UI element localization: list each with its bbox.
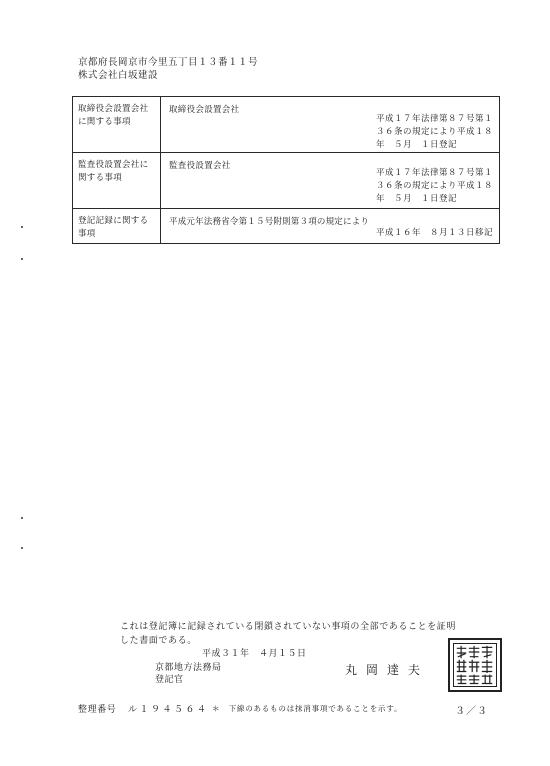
row-label-line: 取締役会設置会社 [78,104,149,114]
row-content-cell [161,153,500,209]
row-label-line: 関する事項 [78,173,123,183]
row-label-cell [73,209,161,244]
page-number: ３／３ [455,706,488,717]
margin-mark [21,547,23,549]
row-remark [376,113,493,152]
margin-mark [21,258,23,260]
row-label-line: に関する事項 [78,117,131,127]
row-label-line: 登記記録に関する [78,216,149,226]
table-row [73,153,500,209]
seal-glyphs [450,640,500,690]
row-label-cell [73,97,161,153]
certification-text: した書面である。 [120,636,197,646]
row-content: 監査役設置会社 [169,161,231,171]
reference-label: 整理番号 [78,705,117,715]
row-label-line: 事項 [78,229,96,239]
certification-date: 平成３１年 ４月１５日 [202,649,307,659]
remark-line: ３６条の規定により平成１８ [375,181,493,191]
registrar-name: 丸岡達夫 [345,663,430,677]
table-row [73,97,500,153]
row-content: 平成元年法務省令第１５号附則第３項の規定により [169,217,370,227]
registry-table [72,96,500,244]
row-label-line: 監査役設置会社に [78,160,149,170]
row-content: 取締役会設置会社 [169,105,240,115]
remark-line: 年 ５月 １日登記 [375,194,457,204]
legal-affairs-office: 京都地方法務局 [155,663,222,673]
row-remark [376,167,493,206]
remark-line: 年 ５月 １日登記 [375,140,457,150]
row-content-cell [161,97,500,153]
margin-mark [21,226,23,228]
row-content-cell [161,209,500,244]
remark-line: ３６条の規定により平成１８ [375,127,493,137]
registrar-title: 登記官 [155,675,184,685]
certification-text: これは登記簿に記録されている閉鎖されていない事項の全部であることを証明 [120,622,457,632]
company-name: 株式会社白坂建設 [78,70,159,81]
reference-number: ル１９４５６４ [128,705,209,715]
footer-note: ＊ 下線のあるものは抹消事項であることを示す。 [212,704,403,713]
table-row [73,209,500,244]
remark-line: 平成１６年 ８月１３日移記 [375,228,493,238]
margin-mark [21,517,23,519]
official-seal [448,638,502,692]
row-label-cell [73,153,161,209]
address-line: 京都府長岡京市今里五丁目１３番１１号 [78,57,259,68]
remark-line: 平成１７年法律第８７号第１ [375,114,493,124]
remark-line: 平成１７年法律第８７号第１ [375,168,493,178]
row-remark [376,227,493,240]
